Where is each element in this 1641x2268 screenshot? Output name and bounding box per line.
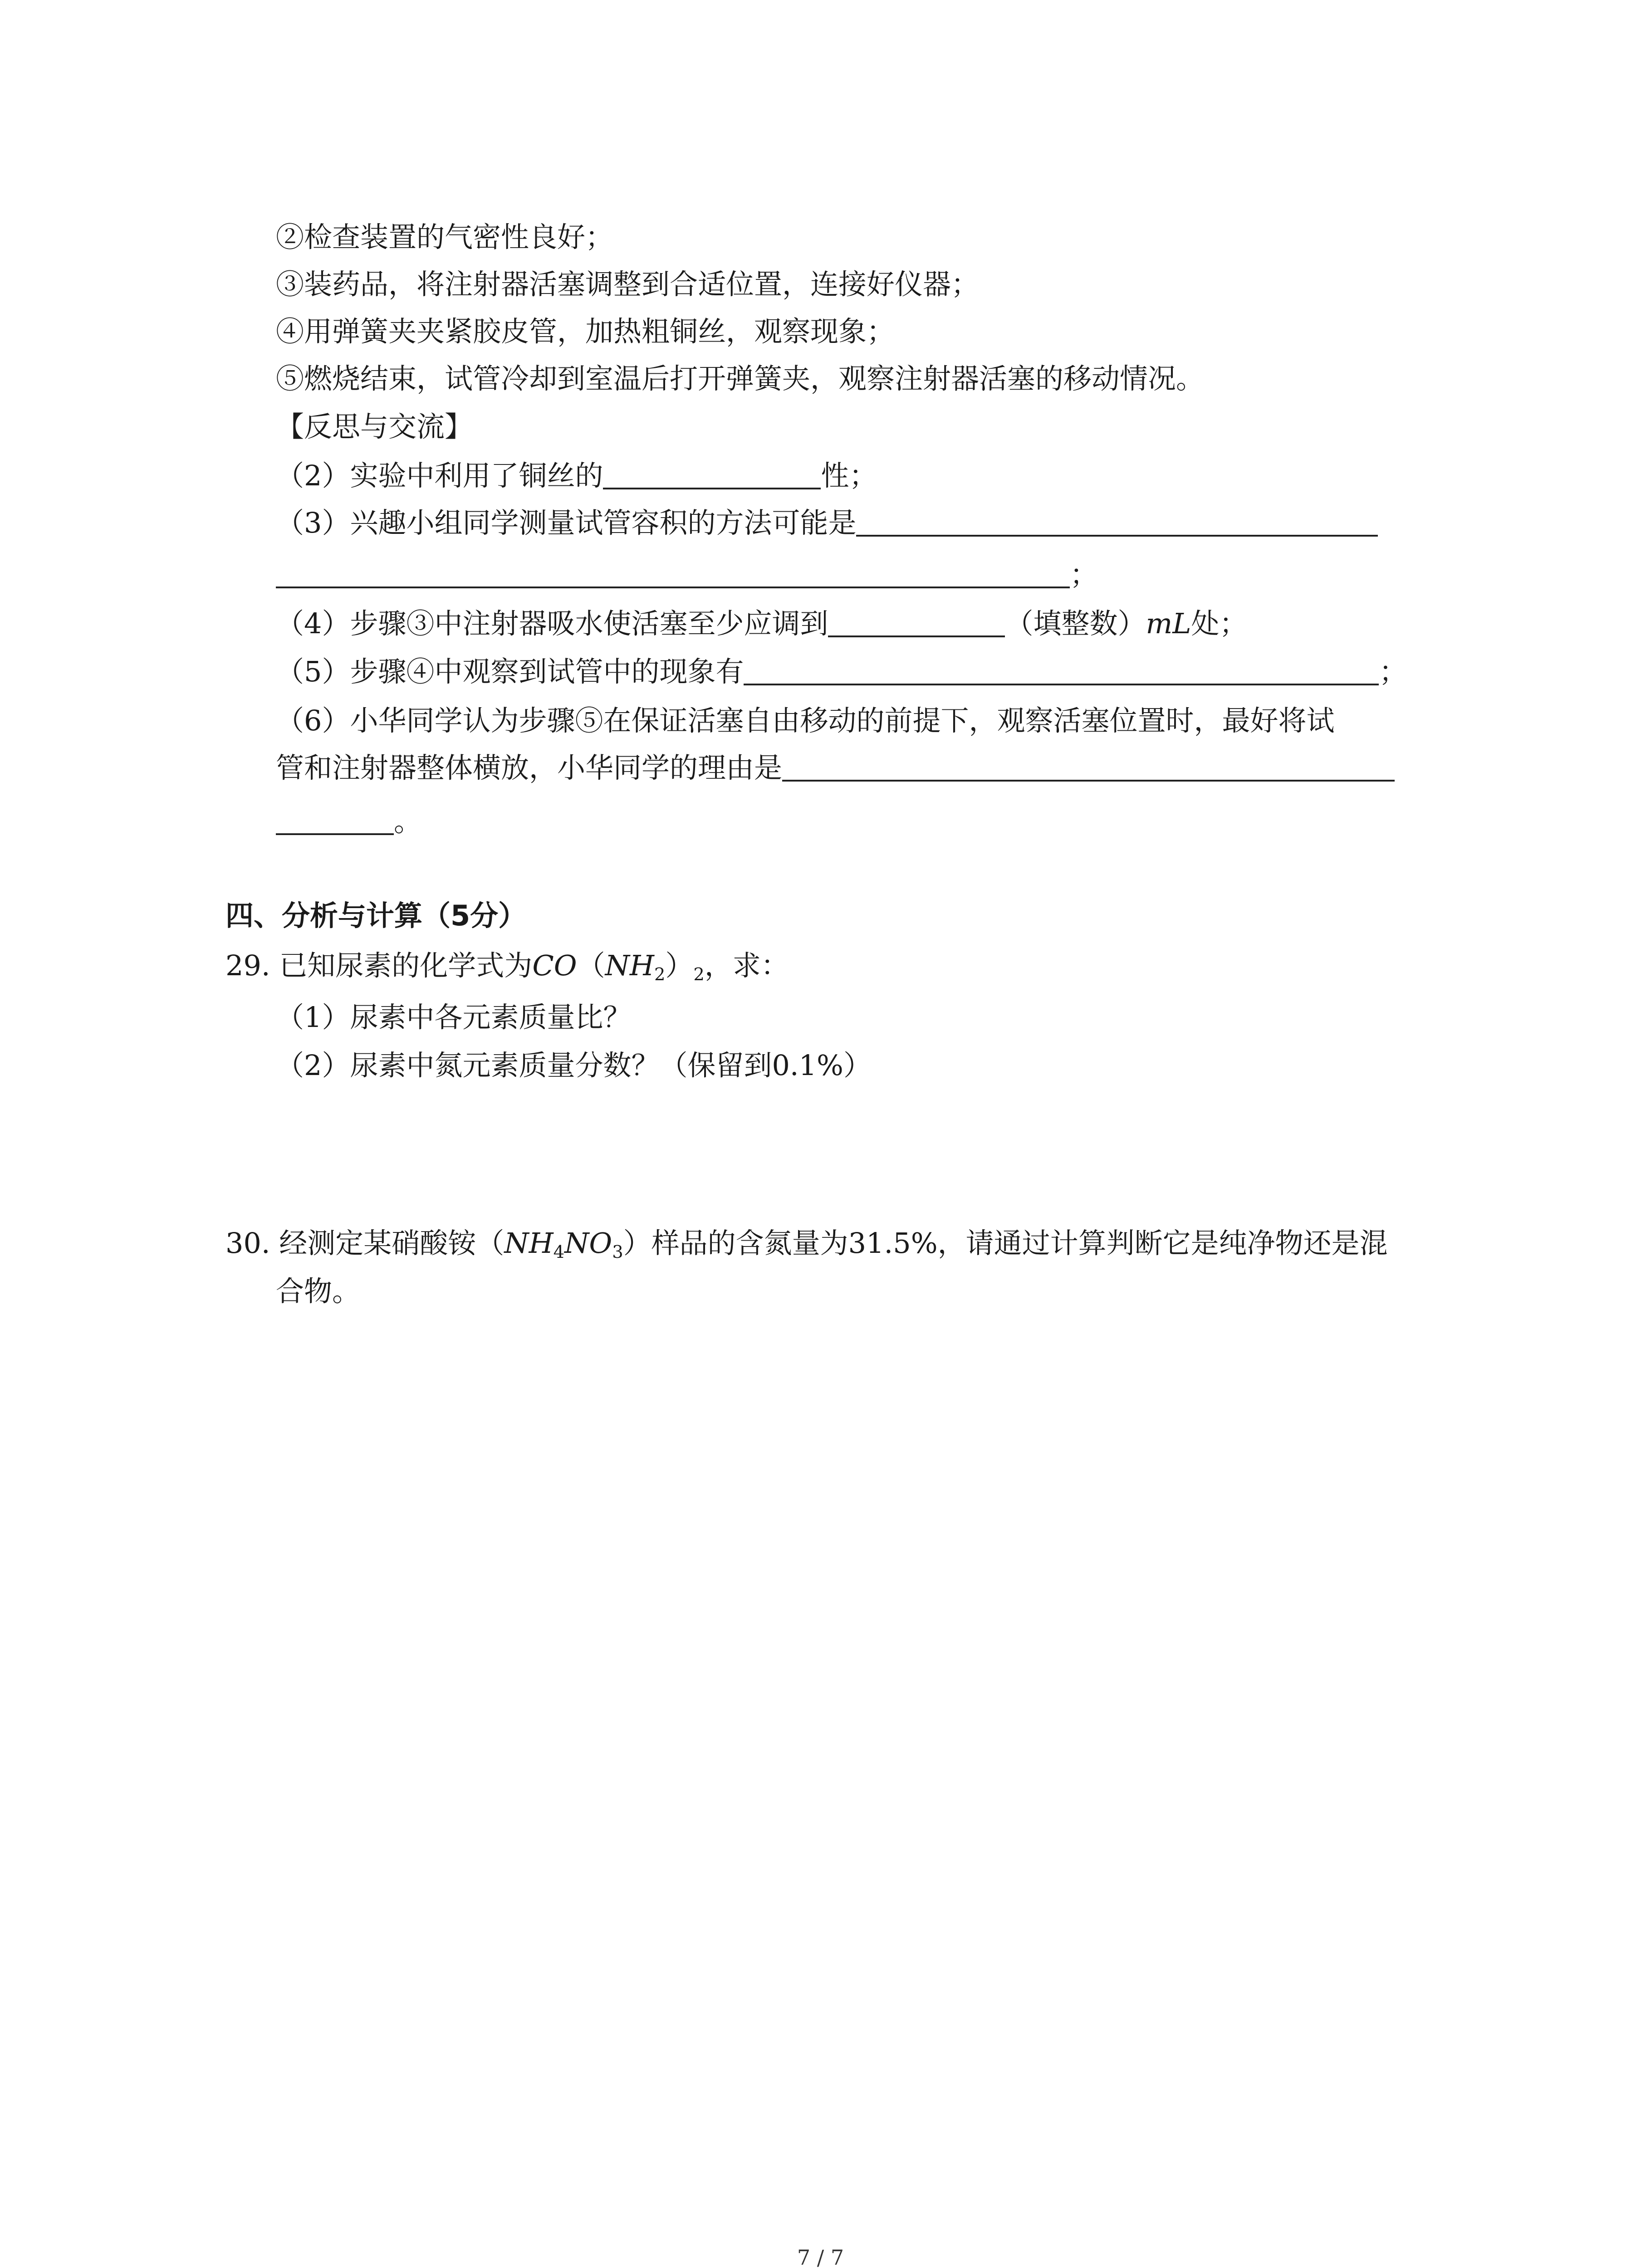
step-3: ③装药品，将注射器活塞调整到合适位置，连接好仪器；: [276, 268, 980, 301]
question-29-part-2: （2）尿素中氮元素质量分数？（保留到0.1%）: [276, 1049, 872, 1082]
question-5-end: ；: [1379, 655, 1407, 688]
answer-blank-3a[interactable]: [856, 510, 1378, 537]
question-3-prompt: （3）兴趣小组同学测量试管容积的方法可能是: [276, 506, 857, 539]
formula-co: CO: [532, 949, 577, 982]
question-29-part-1: （1）尿素中各元素质量比？: [276, 1001, 632, 1034]
question-2: [276, 459, 877, 492]
formula-outer-sub: 2: [693, 964, 705, 985]
question-6-end: 。: [394, 805, 422, 838]
formula-sub-2: 2: [654, 964, 666, 985]
question-4-hint: （填整数）: [1005, 607, 1146, 640]
question-30: [225, 1227, 1388, 1262]
answer-blank-4[interactable]: [828, 611, 1005, 638]
answer-blank-3b[interactable]: [276, 562, 1070, 589]
question-30-line2: 合物。: [276, 1275, 361, 1308]
question-5: [276, 655, 1407, 688]
question-29: [225, 949, 789, 985]
question-3-end: ；: [1070, 558, 1098, 591]
question-5-prompt: （5）步骤④中观察到试管中的现象有: [276, 655, 744, 688]
formula-sub-3: 3: [612, 1242, 623, 1262]
step-5: ⑤燃烧结束，试管冷却到室温后打开弹簧夹，观察注射器活塞的移动情况。: [276, 362, 1205, 395]
page-number: 7 / 7: [797, 2245, 844, 2268]
step-4: ④用弹簧夹夹紧胶皮管，加热粗铜丝，观察现象；: [276, 315, 895, 348]
unit-ml: mL: [1146, 607, 1191, 640]
answer-blank-5[interactable]: [744, 659, 1379, 686]
answer-blank-6b[interactable]: [276, 808, 394, 836]
formula-no3: NO: [564, 1227, 612, 1260]
question-30-prompt: 30. 经测定某硝酸铵（: [225, 1227, 505, 1260]
question-4: [276, 607, 1248, 640]
question-29-prompt: 29. 已知尿素的化学式为: [225, 949, 533, 982]
question-6-line3: [276, 807, 422, 836]
question-4-suffix: 处；: [1191, 607, 1248, 640]
question-6: （6）小华同学认为步骤⑤在保证活塞自由移动的前提下，观察活塞位置时，最好将试: [276, 704, 1335, 737]
section-4-title: 四、分析与计算（5分）: [225, 899, 527, 932]
formula-nh: NH: [605, 949, 654, 982]
formula-sub-4: 4: [553, 1242, 565, 1262]
formula-paren-close: ）: [665, 949, 694, 982]
step-2: ②检查装置的气密性良好；: [276, 220, 614, 254]
formula-paren-open: （: [577, 949, 605, 982]
reflection-heading: 【反思与交流】: [276, 410, 473, 443]
answer-blank-2[interactable]: [603, 463, 821, 490]
question-3-continuation: [276, 558, 1098, 591]
question-6-line2: [276, 751, 1395, 784]
answer-blank-6a[interactable]: [782, 755, 1395, 782]
question-29-suffix: ，求：: [704, 949, 789, 982]
question-30-suffix: ）样品的含氮量为31.5%，请通过计算判断它是纯净物还是混: [623, 1227, 1388, 1260]
question-4-prompt: （4）步骤③中注射器吸水使活塞至少应调到: [276, 607, 828, 640]
question-2-suffix: 性；: [821, 459, 877, 492]
question-6-prompt: 管和注射器整体横放，小华同学的理由是: [276, 751, 783, 784]
question-2-prompt: （2）实验中利用了铜丝的: [276, 459, 603, 492]
question-3: [276, 506, 1378, 539]
formula-nh4: NH: [504, 1227, 554, 1260]
